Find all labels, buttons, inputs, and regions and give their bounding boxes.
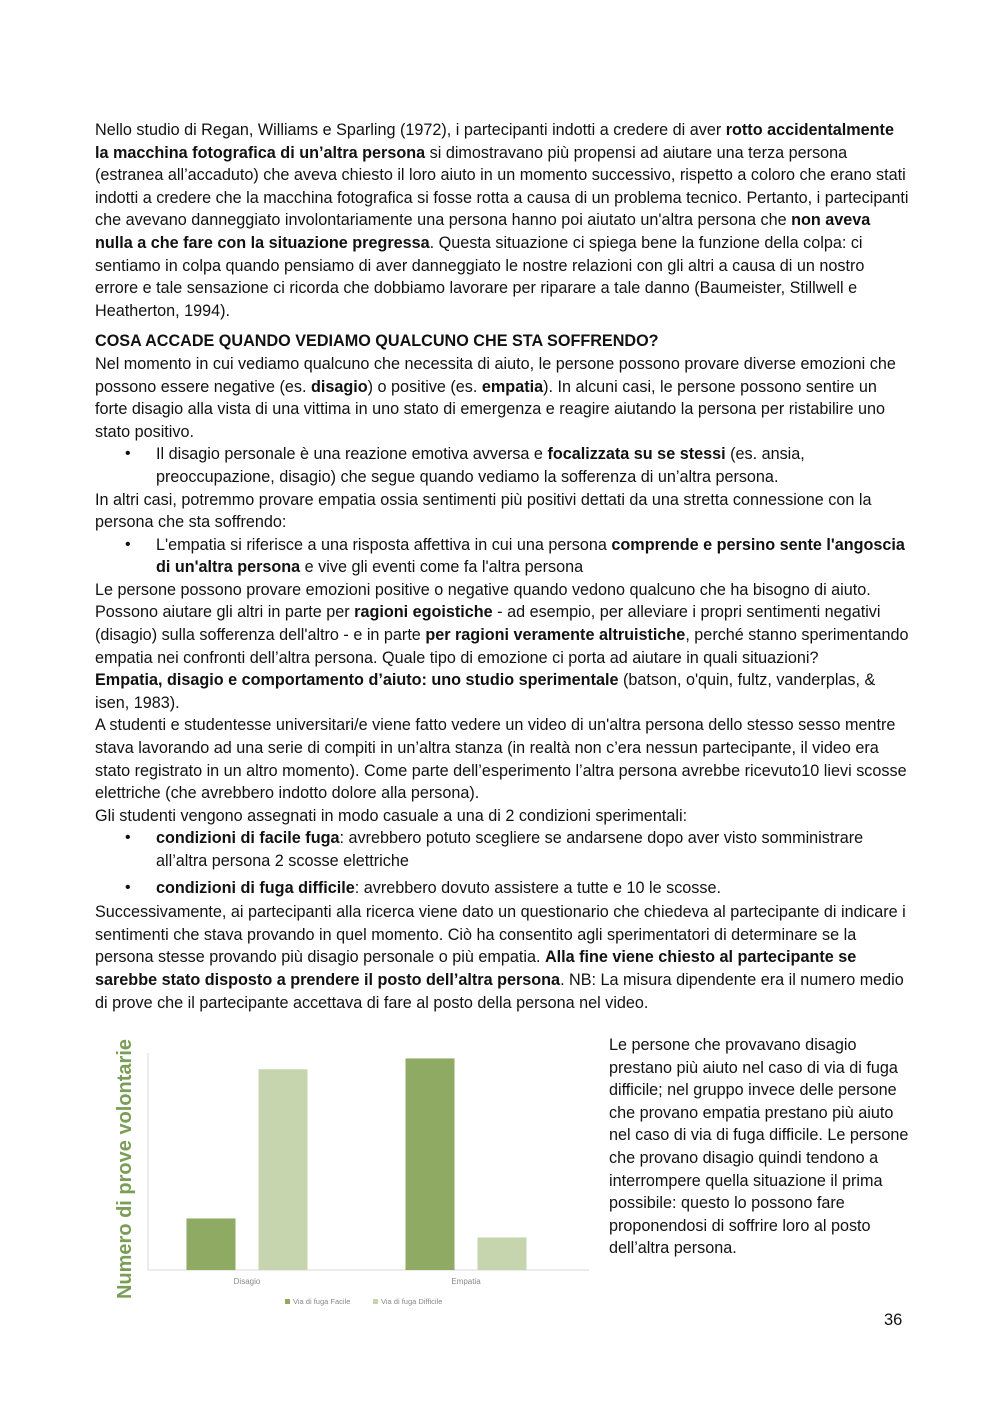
bold-text: comprende e persino sente l'angoscia di un'altra persona xyxy=(156,535,905,577)
bold-text: Alla fine viene chiesto al partecipante se sarebbe stato disposto a prendere il posto dell’altra persona xyxy=(95,948,857,989)
text-run: Successivamente, ai partecipanti alla ricerca viene dato un questionario che chiedeva al partecipante di indicare i sentimenti che stava provando in quel momento. Ciò ha consentito agli sperimentatori di determinare se la persona stesse provando più disagio personale o più empatia. xyxy=(95,903,906,967)
y-axis-label: Numero di prove volontarie xyxy=(114,1038,136,1300)
bold-text: empatia xyxy=(481,377,544,396)
list-item xyxy=(156,877,910,900)
text-run: Nel momento in cui vediamo qualcuno che necessita di aiuto, le persone possono provare diverse emozioni che possono essere negative (es. xyxy=(95,354,896,396)
text-run: ) o positive (es. xyxy=(367,377,482,396)
intro-paragraph xyxy=(95,119,910,322)
text-run: . NB: La misura dipendente era il numero medio di prove che il partecipante accettava di fare al posto della persona nel video. xyxy=(95,970,904,1012)
text-run: - ad esempio, per alleviare i propri sentimenti negativi (disagio) sulla sofferenza dell'altro - e in parte xyxy=(95,603,881,645)
bold-text: condizioni di fuga difficile xyxy=(156,878,355,897)
paragraph: A studenti e studentesse universitari/e viene fatto vedere un video di un'altra persona dello stesso sesso mentre stava lavorando ad una serie di compiti in un’altra stanza (in realtà non c’era nessun partecipante, il video era stato registrato in un altro momento). Come parte dell’esperimento l’altra persona avrebbe ricevuto10 lievi scosse elettriche (che avrebbero indotto dolore alla persona). xyxy=(95,716,907,803)
text-run: (es. ansia, preoccupazione, disagio) che segue quando vediamo la sofferenza di un’altra persona. xyxy=(156,445,805,486)
text-run: e vive gli eventi come fa l'altra persona xyxy=(300,558,584,577)
bold-text: rotto accidentalmente la macchina fotografica di un’altra persona xyxy=(95,121,894,162)
chart-caption: Le persone che provavano disagio prestano più aiuto nel caso di via di fuga difficile; nel gruppo invece delle persone che provano empatia prestano più aiuto nel caso di via di fuga difficile. Le persone che provano disagio quindi tendono a interrompere quella situazione il prima possibile: questo lo possono fare proponendosi di soffrire loro al posto dell’altra persona. xyxy=(609,1036,909,1258)
bold-text: focalizzata su se stessi xyxy=(547,445,726,464)
bold-text: ragioni egoistiche xyxy=(354,603,493,622)
text-run: ). In alcuni casi, le persone possono sentire un forte disagio alla vista di una vittima in uno stato di emergenza e reagire aiutando la persona per ristabilire uno stato positivo. xyxy=(95,377,886,441)
text-run: Nello studio di Regan, Williams e Sparling (1972), i partecipanti indotti a credere di aver xyxy=(95,121,726,139)
text-run: , perché stanno sperimentando empatia nei confronti dell’altra persona. Quale tipo di emozione ci porta ad aiutare in quali situazioni? xyxy=(95,626,909,667)
text-run: . Questa situazione ci spiega bene la funzione della colpa: ci sentiamo in colpa quando pensiamo di aver danneggiato le nostre relazioni con gli altri a causa di un nostro errore e tale sensazione ci ricorda che dobbiamo lavorare per riparare a tale danno (Baumeister, Stillwell e Heatherton, 1994). xyxy=(95,233,865,320)
condition-list xyxy=(95,827,910,899)
bullet-list xyxy=(95,534,910,579)
text-run: Le persone possono provare emozioni positive o negative quando vedono qualcuno che ha bisogno di aiuto. Possono aiutare gli altri in parte per xyxy=(95,580,871,622)
bars-group xyxy=(187,1058,527,1286)
bold-text: condizioni di facile fuga xyxy=(156,829,340,848)
bar-chart xyxy=(105,1035,605,1320)
bullet-list xyxy=(95,443,910,488)
paragraph: In altri casi, potremmo provare empatia ossia sentimenti più positivi dettati da una stretta connessione con la persona che sta soffrendo: xyxy=(95,490,872,532)
bar-disagio-difficile xyxy=(259,1069,308,1270)
bold-text: non aveva nulla a che fare con la situazione pregressa xyxy=(95,211,871,252)
bar-empatia-facile xyxy=(406,1058,455,1270)
list-item xyxy=(156,827,910,872)
text-run: : avrebbero dovuto assistere a tutte e 10 le scosse. xyxy=(354,878,721,897)
legend-swatch xyxy=(285,1299,290,1304)
citation: (batson, o'quin, fultz, vanderplas, & isen, 1983). xyxy=(95,671,876,712)
text-run: si dimostravano più propensi ad aiutare una terza persona (estranea all’accaduto) che aveva chiesto il loro aiuto in un momento successivo, rispetto a coloro che erano stati indotti a credere che la macchina fotografica si fosse rotta a causa di un problema tecnico. Pertanto, i partecipanti che avevano danneggiato involontariamente una persona hanno poi aiutato un'altra persona che xyxy=(95,143,909,230)
x-tick-label: Empatia xyxy=(451,1277,481,1286)
bold-text: Empatia, disagio e comportamento d’aiuto: uno studio sperimentale xyxy=(95,671,619,690)
legend-swatch xyxy=(373,1299,378,1304)
x-tick-label: Disagio xyxy=(233,1277,261,1286)
paragraph xyxy=(95,901,910,1014)
bold-text: disagio xyxy=(310,377,368,396)
text-run: Il disagio personale è una reazione emotiva avversa e xyxy=(156,445,548,464)
legend xyxy=(285,1297,442,1306)
text-run: L'empatia si riferisce a una risposta affettiva in cui una persona xyxy=(156,535,612,554)
paragraph xyxy=(95,579,910,669)
paragraph: Gli studenti vengono assegnati in modo casuale a una di 2 condizioni sperimentali: xyxy=(95,806,688,825)
body-text xyxy=(95,119,910,1014)
study-title xyxy=(95,669,910,714)
legend-label: Via di fuga Facile xyxy=(293,1297,351,1306)
bar-disagio-facile xyxy=(187,1218,236,1270)
list-item xyxy=(156,443,910,488)
bar-empatia-difficile xyxy=(478,1237,527,1270)
chart-svg xyxy=(105,1035,605,1320)
page-number: 36 xyxy=(884,1311,903,1329)
text-run: : avrebbero potuto scegliere se andarsene dopo aver visto somministrare all’altra persona 2 scosse elettriche xyxy=(156,829,864,870)
section-heading: COSA ACCADE QUANDO VEDIAMO QUALCUNO CHE STA SOFFRENDO? xyxy=(95,332,659,351)
list-item xyxy=(156,534,910,579)
paragraph xyxy=(95,353,910,443)
legend-label: Via di fuga Difficile xyxy=(381,1297,443,1306)
bold-text: per ragioni veramente altruistiche xyxy=(425,626,686,645)
